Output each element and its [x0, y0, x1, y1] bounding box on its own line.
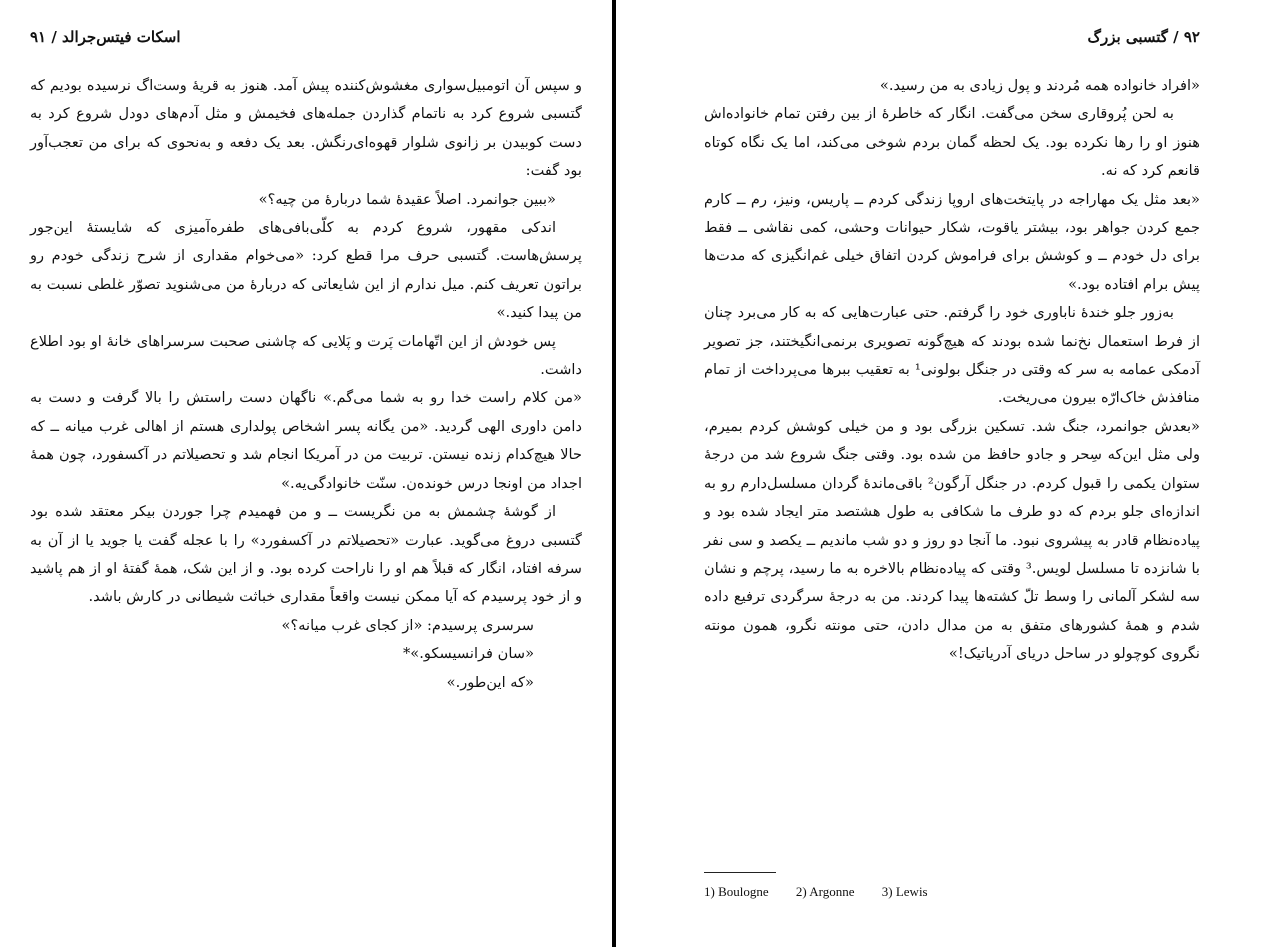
paragraph: «افراد خانواده همه مُردند و پول زیادی به من رسید.»	[879, 77, 1200, 94]
paragraph: «بعدش جوانمرد، جنگ شد. تسکین بزرگی بود و من خیلی کوشش کردم بمیرم، ولی مثل این‌که سِحر و جادو حافظ من شده بود. وقتی جنگ شروع شد من درجهٔ ستوان یکمی را قبول کردم. در جنگل آرگون² باقی‌ماندهٔ گردان مسلسل‌دارم رو به اندازه‌ای جلو بردم که دو طرف ما شکافی به طول هشتصد متر ایجاد شده بود و پیاده‌نظام قادر به پیشروی نبود. ما آنجا دو روز و دو شب ماندیم ــ یکصد و سی نفر با شانزده تا مسلسل لویس.³ وقتی که پیاده‌نظام بالاخره به ما رسید، پرچم و نشان سه لشکر آلمانی را وسط تلّ کشته‌ها پیدا کردند. من به درجهٔ سرگردی ترفیع داده شدم و همهٔ کشورهای متفق به من مدال دادن، حتی مونته نگرو، همون مونته نگروی کوچولو در ساحل دریای آدریاتیک!»	[704, 417, 1200, 663]
paragraph: «سان فرانسیسکو.»*	[402, 645, 534, 663]
paragraph: «من کلام راست خدا رو به شما می‌گم.» ناگهان دست راستش را بالا گرفت و دست به دامن داوری الهی گردید. «من یگانه پسر اشخاص پولداری هستم از اهالی غرب میانه ــ که حالا هیچ‌کدام زنده نیستن. تربیت من در آمریکا انجام شد و تحصیلاتم در آکسفورد، چون همهٔ اجداد من اونجا درس خونده‌ن. سنّت خانوادگی‌یه.»	[30, 389, 582, 492]
footnote: 2) Argonne	[795, 884, 855, 899]
left-page	[0, 0, 612, 947]
paragraph: «ببین جوانمرد. اصلاً عقیدهٔ شما دربارهٔ من چیه؟»	[258, 190, 556, 208]
left-page-header: اسکات فیتس‌جرالد / ۹۱	[30, 28, 181, 46]
right-page-body	[704, 72, 1200, 669]
book-gutter	[612, 0, 616, 947]
paragraph: «که این‌طور.»	[446, 673, 534, 691]
left-page-body	[30, 72, 582, 697]
footnote: 1) Boulogne	[704, 884, 769, 899]
right-page	[620, 0, 1267, 947]
paragraph: به لحن پُروقاری سخن می‌گفت. انگار که خاطرهٔ از بین رفتن تمام خانواده‌اش هنوز او را رها نکرده بود. یک لحظه گمان بردم شوخی می‌کند، اما یک نگاه کوتاه قانعم کرد که نه.	[704, 105, 1200, 180]
paragraph: سرسری پرسیدم: «از کجای غرب میانه؟»	[281, 616, 534, 634]
paragraph: پس خودش از این اتّهامات پَرت و پَلایی که چاشنی صحبت سرسراهای خانهٔ او بود اطلاع داشت.	[30, 332, 582, 379]
right-page-header: ۹۲ / گتسبی بزرگ	[1087, 28, 1200, 46]
footnote: 3) Lewis	[881, 884, 928, 899]
footnote-rule	[704, 872, 776, 873]
paragraph: اندکی مقهور، شروع کردم به کلّی‌بافی‌های طفره‌آمیزی که شایستهٔ این‌جور پرسش‌هاست. گتسبی حرف مرا قطع کرد: «می‌خوام مقداری از شرح زندگی خودم رو براتون تعریف کنم. میل ندارم از این شایعاتی که دربارهٔ من می‌شنوید تصوّر غلطی نسبت به من پیدا کنید.»	[30, 219, 582, 322]
paragraph: «بعد مثل یک مهاراجه در پایتخت‌های اروپا زندگی کردم ــ پاریس، ونیز، رم ــ کارم جمع کردن جواهر بود، بیشتر یاقوت، شکار حیوانات وحشی، کمی نقاشی ــ فقط برای دل خودم ــ و کوشش برای فراموش کردن اتفاق خیلی غم‌انگیزی که مدت‌ها پیش برام افتاده بود.»	[704, 190, 1200, 293]
footnotes	[704, 884, 952, 900]
paragraph: و سپس آن اتومبیل‌سواری مغشوش‌کننده پیش آمد. هنوز به قریهٔ وست‌اگ نرسیده بودیم که گتسبی شروع کرد به ناتمام گذاردن جمله‌های فخیمش و مثل آدم‌های دودل شروع کرد به دست کوبیدن بر زانوی شلوار قهوه‌ای‌رنگش. بعد یک دفعه و به‌نحوی که برای من تعجب‌آور بود گفت:	[30, 77, 582, 180]
paragraph: به‌زور جلو خندهٔ ناباوری خود را گرفتم. حتی عبارت‌هایی که به کار می‌برد چنان از فرط استعمال نخ‌نما شده بودند که هیچ‌گونه تصویری برنمی‌انگیختند، جز تصویر آدمکی عمامه به سر که وقتی در جنگل بولونی¹ به تعقیب ببرها می‌پرداخت از تمام منافذش خاک‌ارّه بیرون می‌ریخت.	[704, 304, 1200, 407]
paragraph: از گوشهٔ چشمش به من نگریست ــ و من فهمیدم چرا جوردن بیکر معتقد شده بود گتسبی دروغ می‌گوید. عبارت «تحصیلاتم در آکسفورد» را با عجله گفت یا جوید یا از آن به سرفه افتاد، انگار که قبلاً هم او را ناراحت کرده بود. و از این شک، همهٔ گفته‌ٔ او از هم پاشید و از خود پرسیدم که آیا ممکن نیست واقعاً مقداری خباثت شیطانی در کارش باشد.	[30, 503, 582, 606]
